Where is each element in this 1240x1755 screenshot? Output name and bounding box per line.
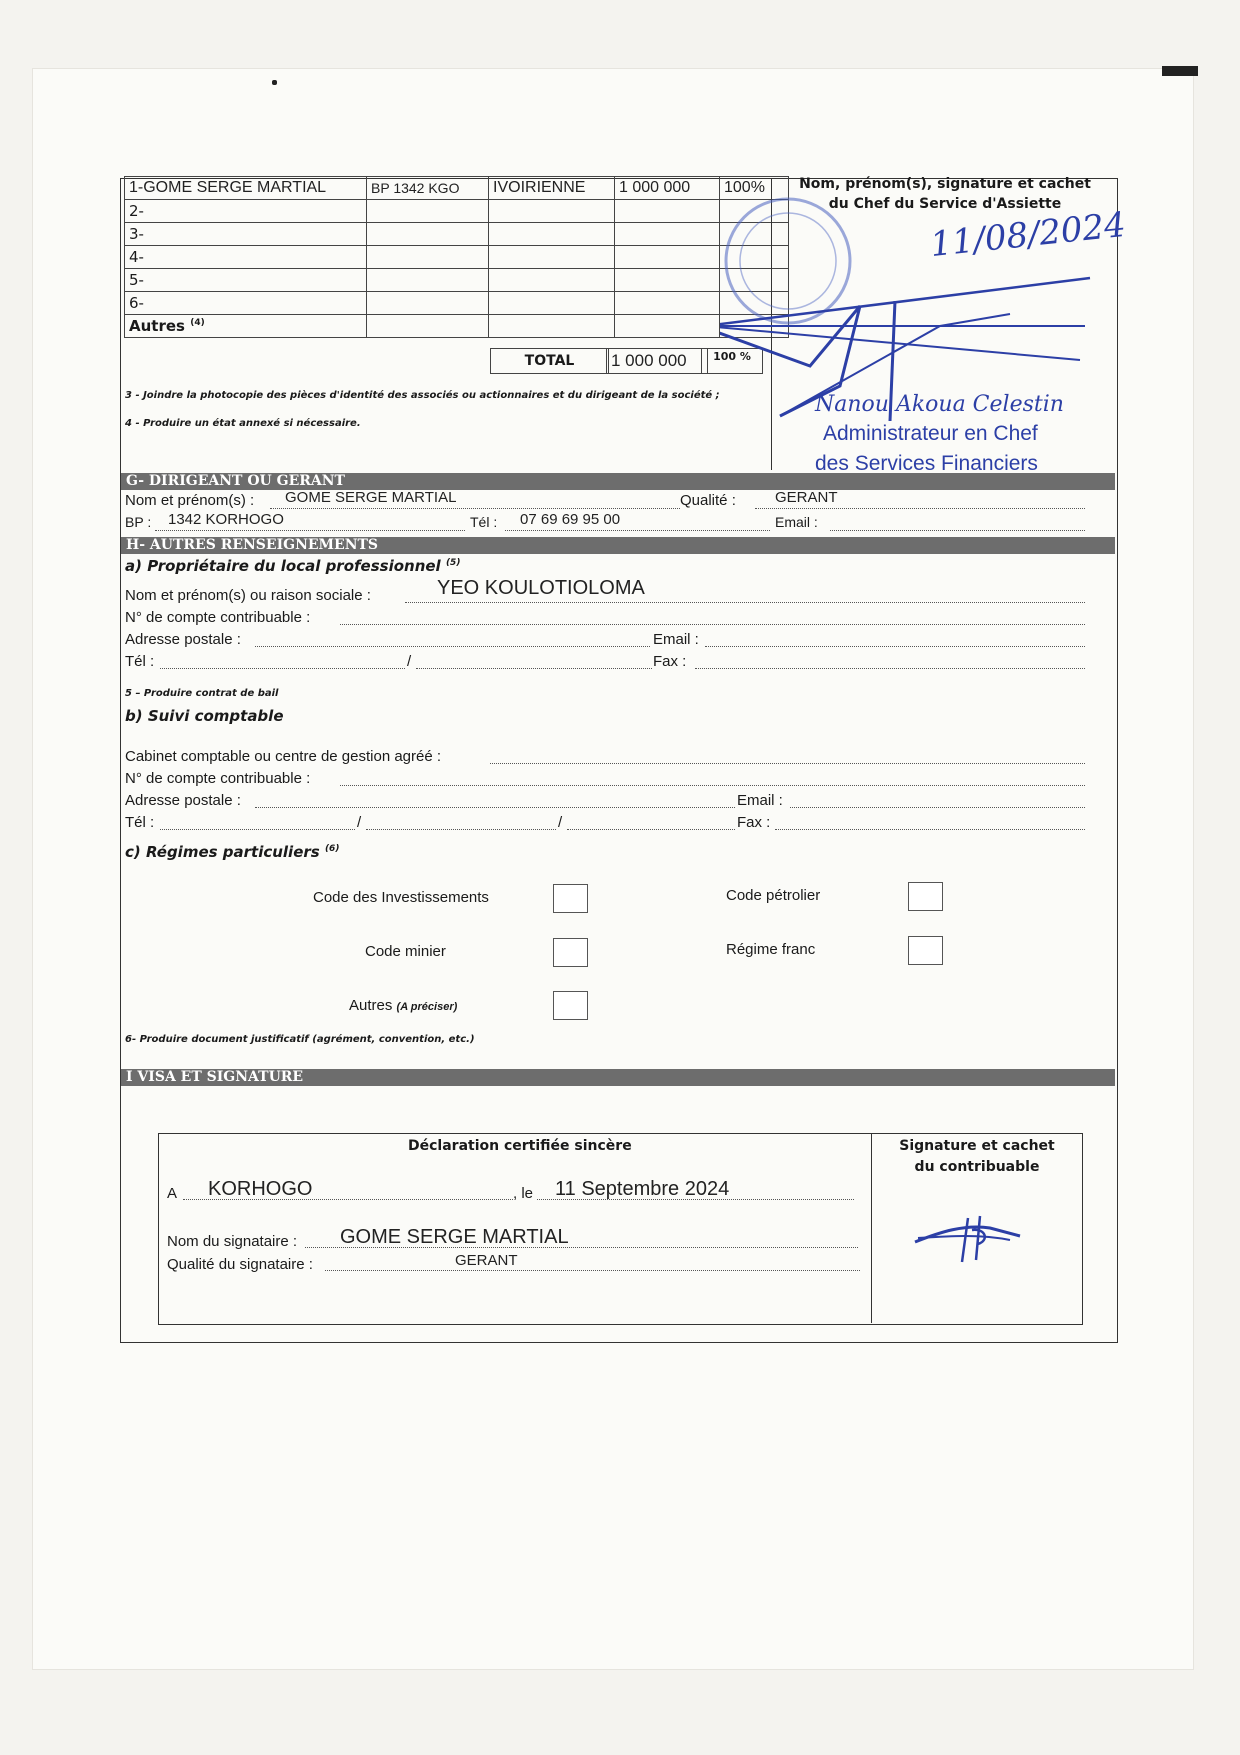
h-a-compte-dots (340, 624, 1085, 625)
handwritten-date: 11/08/2024 (928, 204, 1128, 266)
associate-bp (367, 200, 489, 223)
g-bp-dots (155, 530, 465, 531)
visa-le-label: , le (513, 1185, 534, 1202)
note-3: 3 - Joindre la photocopie des pièces d'identité des associés ou actionnaires et du dirigeant de la société ; (125, 390, 720, 401)
associate-autres-cell (489, 315, 615, 338)
associate-amount: 1 000 000 (615, 177, 720, 200)
h-a-sup: (5) (445, 558, 461, 568)
associate-autres-cell (367, 315, 489, 338)
h-c-title (125, 843, 339, 861)
h-c-title-text: c) Régimes particuliers (125, 843, 320, 861)
g-qualite-value: GERANT (775, 489, 838, 506)
h-a-slash: / (407, 653, 412, 670)
associate-label: 1-GOME SERGE MARTIAL (125, 177, 367, 200)
section-g-title: G- DIRIGEANT OU GERANT (121, 473, 1115, 490)
decl-title: Déclaration certifiée sincère (408, 1138, 632, 1154)
h-b-email-dots (790, 807, 1085, 808)
visa-qualite-dots (325, 1270, 860, 1271)
associate-row (125, 246, 789, 269)
g-email-label: Email : (775, 514, 818, 530)
regime-franc-checkbox[interactable] (908, 936, 943, 965)
g-tel-label: Tél : (470, 514, 498, 530)
regime-autres-note: (A préciser) (396, 1001, 458, 1013)
h-b-title: b) Suivi comptable (125, 707, 284, 725)
associate-autres-label (125, 315, 367, 338)
h-b-fax-label: Fax : (737, 814, 771, 831)
regime-autres-text: Autres (349, 997, 393, 1014)
total-amount: 1 000 000 (606, 348, 708, 374)
g-qualite-label: Qualité : (680, 492, 736, 509)
signataire-label: Nom du signataire : (167, 1233, 298, 1250)
chef-heading-line1: Nom, prénom(s), signature et cachet (799, 176, 1091, 192)
visa-qualite-value: GERANT (455, 1252, 518, 1269)
associate-nationality (489, 292, 615, 315)
h-a-adresse-label: Adresse postale : (125, 631, 241, 648)
g-tel-value: 07 69 69 95 00 (520, 511, 621, 528)
taxpayer-sig-heading-line2: du contribuable (914, 1159, 1040, 1175)
note-6: 6- Produire document justificatif (agrément, convention, etc.) (125, 1034, 475, 1045)
associate-row (125, 269, 789, 292)
h-a-adresse-dots (255, 646, 650, 647)
h-b-slash2: / (558, 814, 563, 831)
signataire-dots (305, 1247, 858, 1248)
taxpayer-sig-heading (873, 1136, 1081, 1178)
associate-row (125, 292, 789, 315)
regime-investissements-label: Code des Investissements (313, 889, 489, 906)
scan-speck (272, 80, 277, 85)
h-b-compte-label: N° de compte contribuable : (125, 770, 311, 787)
h-b-tel-label: Tél : (125, 814, 155, 831)
h-b-adresse-label: Adresse postale : (125, 792, 241, 809)
visa-qualite-label: Qualité du signataire : (167, 1256, 313, 1273)
regime-autres-label (349, 997, 457, 1014)
associate-row (125, 177, 789, 200)
associate-bp: BP 1342 KGO (367, 177, 489, 200)
visa-a-label: A (167, 1185, 178, 1202)
signataire-value: GOME SERGE MARTIAL (340, 1226, 569, 1248)
h-b-cabinet-dots (490, 763, 1085, 764)
h-b-email-label: Email : (737, 792, 783, 809)
h-a-name-value: YEO KOULOTIOLOMA (437, 577, 645, 599)
h-b-cabinet-label: Cabinet comptable ou centre de gestion agréé : (125, 748, 442, 765)
g-name-dots (270, 508, 680, 509)
g-name-label: Nom et prénom(s) : (125, 492, 255, 509)
g-name-value: GOME SERGE MARTIAL (285, 489, 457, 506)
associate-amount (615, 200, 720, 223)
associate-bp (367, 246, 489, 269)
associate-row (125, 223, 789, 246)
associate-bp (367, 292, 489, 315)
taxpayer-signature (910, 1210, 1030, 1270)
h-a-name-label: Nom et prénom(s) ou raison sociale : (125, 587, 371, 604)
g-bp-label: BP : (125, 514, 152, 530)
regime-investissements-checkbox[interactable] (553, 884, 588, 913)
h-c-sup: (6) (324, 844, 340, 854)
associate-label: 2- (125, 200, 367, 223)
associates-table (124, 176, 789, 338)
associate-amount (615, 246, 720, 269)
section-h-title: H- AUTRES RENSEIGNEMENTS (121, 537, 1115, 554)
h-b-tel-dots1 (160, 829, 355, 830)
stamp-title-line1: Administrateur en Chef (823, 422, 1038, 445)
regime-minier-label: Code minier (365, 943, 446, 960)
regime-autres-checkbox[interactable] (553, 991, 588, 1020)
associate-bp (367, 223, 489, 246)
associate-label: 6- (125, 292, 367, 315)
associate-autres-cell (615, 315, 720, 338)
associate-nationality (489, 246, 615, 269)
associate-bp (367, 269, 489, 292)
autres-sup: (4) (190, 318, 205, 328)
h-a-fax-label: Fax : (653, 653, 687, 670)
associate-label: 3- (125, 223, 367, 246)
h-a-tel-label: Tél : (125, 653, 155, 670)
autres-text: Autres (129, 317, 185, 335)
regime-minier-checkbox[interactable] (553, 938, 588, 967)
visa-separator (871, 1133, 872, 1323)
section-i-title: I VISA ET SIGNATURE (121, 1069, 1115, 1086)
h-a-tel-dots2 (416, 668, 652, 669)
visa-a-dots (183, 1199, 513, 1200)
h-a-compte-label: N° de compte contribuable : (125, 609, 311, 626)
associate-nationality (489, 223, 615, 246)
associate-row (125, 200, 789, 223)
h-a-title-text: a) Propriétaire du local professionnel (125, 557, 441, 575)
regime-petrolier-label: Code pétrolier (726, 887, 821, 904)
taxpayer-sig-heading-line1: Signature et cachet (899, 1138, 1055, 1154)
visa-a-value: KORHOGO (208, 1178, 313, 1200)
visa-le-dots (537, 1199, 854, 1200)
total-label: TOTAL (490, 348, 609, 374)
associate-row-autres (125, 315, 789, 338)
h-a-title (125, 557, 460, 575)
h-b-fax-dots (775, 829, 1085, 830)
note-5: 5 – Produire contrat de bail (125, 688, 279, 699)
h-a-fax-dots (695, 668, 1085, 669)
regime-petrolier-checkbox[interactable] (908, 882, 943, 911)
g-email-dots (830, 530, 1085, 531)
g-bp-value: 1342 KORHOGO (168, 511, 284, 528)
associate-amount (615, 223, 720, 246)
regime-franc-label: Régime franc (726, 941, 816, 958)
h-a-name-dots (405, 602, 1085, 603)
chef-heading-line2: du Chef du Service d'Assiette (828, 196, 1062, 212)
h-b-adresse-dots (255, 807, 735, 808)
total-pct: 100 % (701, 348, 763, 374)
visa-le-value: 11 Septembre 2024 (555, 1178, 730, 1200)
h-a-tel-dots1 (160, 668, 405, 669)
associate-nationality (489, 269, 615, 292)
scan-edge (1162, 66, 1198, 76)
h-a-email-label: Email : (653, 631, 699, 648)
associate-label: 5- (125, 269, 367, 292)
associate-amount (615, 269, 720, 292)
associate-label: 4- (125, 246, 367, 269)
h-b-tel-dots3 (567, 829, 735, 830)
stamp-name: Nanou Akoua Celestin (815, 392, 1064, 417)
h-b-tel-dots2 (366, 829, 556, 830)
g-tel-dots (505, 530, 770, 531)
note-4: 4 - Produire un état annexé si nécessaire. (125, 418, 361, 429)
stamp-title-line2: des Services Financiers (815, 452, 1038, 475)
h-b-compte-dots (340, 785, 1085, 786)
associate-amount (615, 292, 720, 315)
associate-nationality (489, 200, 615, 223)
g-qualite-dots (755, 508, 1085, 509)
h-a-email-dots (705, 646, 1085, 647)
h-b-slash1: / (357, 814, 362, 831)
associate-pct: 100% (720, 177, 789, 200)
associate-nationality: IVOIRIENNE (489, 177, 615, 200)
